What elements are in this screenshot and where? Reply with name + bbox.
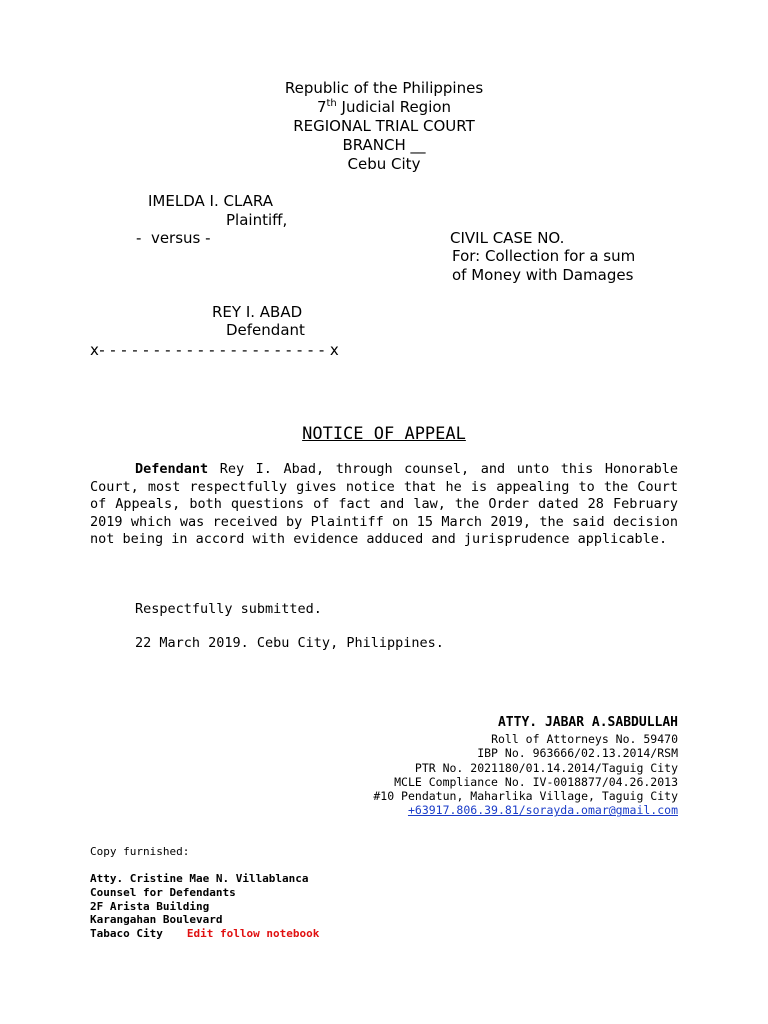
body-text: Rey I. Abad, through counsel, and unto this Honorable Court, most respectfully gives notice that he is appealing to the Court of Appeals, both questions of fact and law, the Order dated 28 February 2019 which was received by Plaintiff on 15 March 2019, the said decision not being in accord with evidence adduced and jurisprudence applicable.: [90, 461, 678, 547]
plaintiff-name: IMELDA I. CLARA: [148, 192, 273, 210]
attorney-name: ATTY. JABAR A.SABDULLAH: [497, 715, 678, 730]
copy-city-line: [90, 927, 319, 941]
copy-address-line-2: Karangahan Boulevard: [90, 913, 223, 927]
body-lead: Defendant: [135, 461, 209, 477]
ptr-number: PTR No. 2021180/01.14.2014/Taguig City: [414, 760, 678, 775]
region-suffix: th: [326, 98, 337, 109]
copy-recipient-name: Atty. Cristine Mae N. Villablanca: [90, 872, 309, 885]
court-header: [0, 79, 768, 174]
republic-line: Republic of the Philippines: [284, 79, 484, 97]
ibp-number: IBP No. 963666/02.13.2014/RSM: [477, 746, 678, 761]
defendant-name: REY I. ABAD: [212, 303, 303, 321]
case-number-label: CIVIL CASE NO.: [450, 229, 565, 247]
region-number: 7: [316, 98, 327, 116]
copy-address-line-1: 2F Arista Building: [90, 899, 210, 913]
body-paragraph: [90, 461, 678, 549]
copy-furnished-heading: Copy furnished:: [90, 845, 190, 858]
document-title: NOTICE OF APPEAL: [302, 424, 466, 444]
roll-number: Roll of Attorneys No. 59470: [491, 732, 678, 746]
copy-recipient-role: Counsel for Defendants: [90, 885, 236, 899]
versus-label: - versus -: [136, 229, 211, 247]
signature-block: [373, 714, 678, 818]
branch-line: BRANCH __: [342, 136, 426, 154]
judicial-region-line: [0, 98, 768, 117]
case-nature-line-1: For: Collection for a sum: [452, 247, 636, 265]
region-rest: Judicial Region: [336, 98, 452, 116]
contact-line: [373, 803, 678, 817]
mcle-number: MCLE Compliance No. IV-0018877/04.26.2013: [394, 774, 678, 789]
copy-furnished-list: [90, 872, 319, 941]
closing-line: Respectfully submitted.: [135, 601, 322, 617]
office-address: #10 Pendatun, Maharlika Village, Taguig City: [373, 789, 678, 804]
city-line: Cebu City: [347, 155, 421, 173]
defendant-role: Defendant: [226, 321, 305, 339]
edit-note-link[interactable]: Edit follow notebook: [186, 927, 320, 941]
contact-link[interactable]: +63917.806.39.81/sorayda.omar@gmail.com: [407, 803, 678, 818]
plaintiff-role: Plaintiff,: [226, 211, 288, 229]
case-nature-line-2: of Money with Damages: [452, 266, 634, 284]
caption-divider: x- - - - - - - - - - - - - - - - - - - - - x: [90, 341, 340, 359]
date-place-line: 22 March 2019. Cebu City, Philippines.: [135, 635, 444, 651]
copy-city: Tabaco City: [90, 927, 163, 941]
court-name-line: REGIONAL TRIAL COURT: [293, 117, 475, 135]
